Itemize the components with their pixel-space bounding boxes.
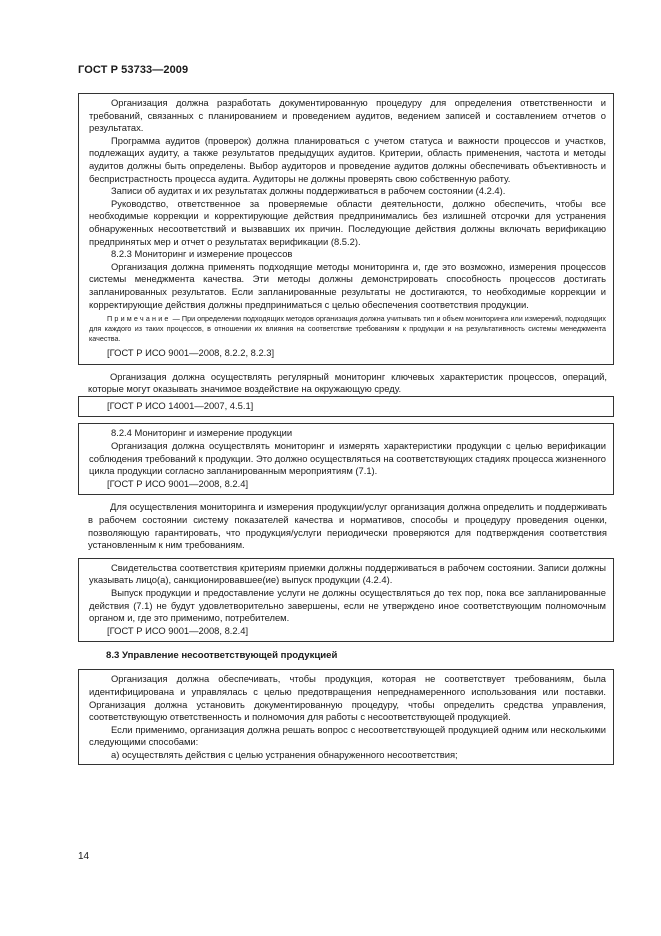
subsection-heading: 8.2.4 Мониторинг и измерение продукции xyxy=(111,427,293,439)
list-item: а) осуществлять действия с целью устранения обнаруженного несоответствия; xyxy=(111,748,458,760)
paragraph: Если применимо, организация должна решать вопрос с несоответствующей продукцией одним или несколькими следующими способами: xyxy=(89,723,606,748)
paragraph: Организация должна обеспечивать, чтобы продукция, которая не соответствует требованиям, была идентифицирована и управлялась с целью предотвращения непреднамеренного использования или поставки. Организация должна установить документированную процедуру, чтобы определить средства управления, соответствующую ответственность и полномочия для работы с несоответствующей продукцией. xyxy=(89,673,606,723)
quoted-block-acceptance xyxy=(78,558,614,643)
paragraph: Записи об аудитах и их результатах должны поддерживаться в рабочем состоянии (4.2.4). xyxy=(111,185,506,197)
paragraph: Руководство, ответственное за проверяемые области деятельности, должно обеспечить, чтобы все необходимые коррекции и корректирующие действия предпринимались без излишней отсрочки для устранения обнаруженных несоответствий и вызвавших их причин. Последующие действия должны включать верификацию предпринятых мер и отчет о результатах верификации (8.5.2). xyxy=(89,197,606,247)
note-label: Примечание xyxy=(107,314,171,324)
subsection-heading: 8.2.3 Мониторинг и измерение процессов xyxy=(111,248,293,260)
paragraph: Организация должна разработать документированную процедуру для определения ответственности и требований, связанных с планированием и проведением аудитов, ведением записей и составлением отчетов о результатах. xyxy=(89,97,606,134)
reference: [ГОСТ Р ИСО 9001—2008, 8.2.4] xyxy=(107,477,249,489)
reference: [ГОСТ Р ИСО 14001—2007, 4.5.1] xyxy=(107,399,254,411)
paragraph: Для осуществления мониторинга и измерения продукции/услуг организация должна определить и поддерживать в рабочем состоянии систему показателей качества и нормативов, способы и процедуру проведения оценки, позволяющую гарантировать, что продукция/услуги периодически проверяются для подтверждения соответствия установленным к ним требованиям. xyxy=(88,501,607,551)
quoted-block-product-monitoring xyxy=(78,396,614,418)
paragraph: Программа аудитов (проверок) должна планироваться с учетом статуса и важности процессов и участков, подлежащих аудиту, а также результатов предыдущих аудитов. Критерии, область применения, частота и методы аудитов должны быть определены. Выбор аудиторов и проведение аудитов должны обеспечивать объективность и беспристрастность процесса аудита. Аудиторы не должны проверять свою собственную работу. xyxy=(89,134,606,184)
quoted-block-nonconforming xyxy=(78,669,614,764)
section-title: 8.3 Управление несоответствующей продукцией xyxy=(106,650,338,662)
page-content xyxy=(78,93,614,765)
quoted-block-product-measure xyxy=(78,423,614,495)
reference: [ГОСТ Р ИСО 9001—2008, 8.2.4] xyxy=(107,624,249,636)
quoted-block-audit xyxy=(78,93,614,365)
paragraph: Организация должна осуществлять мониторинг и измерять характеристики продукции с целью верификации соблюдения требований к продукции. Это должно осуществляться на соответствующих стадиях процесса жизненного цикла продукции согласно запланированным мероприятиям (7.1). xyxy=(89,440,606,477)
paragraph: Свидетельства соответствия критериям приемки должны поддерживаться в рабочем состоянии. Записи должны указывать лицо(а), санкционировавшее(ие) выпуск продукции (4.2.4). xyxy=(89,561,606,586)
plain-block-indicators xyxy=(78,501,614,551)
paragraph: Организация должна осуществлять регулярный мониторинг ключевых характеристик процессов, операций, которые могут оказывать значимое воздействие на окружающую среду. xyxy=(88,370,607,395)
paragraph: Организация должна применять подходящие методы мониторинга и, где это возможно, измерения процессов системы менеджмента качества. Эти методы должны демонстрировать способность процессов достигать запланированных результатов. Если запланированные результаты не достигаются, то необходимые коррекции и корректирующие действия должны предприниматься с целью обеспечения соответствия продукции. xyxy=(89,260,606,310)
paragraph: Выпуск продукции и предоставление услуги не должны осуществляться до тех пор, пока все запланированные действия (7.1) не будут удовлетворительно завершены, если не утверждено иное соответствующим полномочным органом и, где это применимо, потребителем. xyxy=(89,587,606,624)
note xyxy=(89,314,606,344)
note-text: — При определении подходящих методов организация должна учитывать тип и объем мониторинга или измерений, подходящих для каждого из таких процессов, в отношении их влияния на соответствие требованиям к продукции и на результативность системы менеджмента качества. xyxy=(89,314,606,344)
page-number: 14 xyxy=(78,851,90,862)
plain-block-env xyxy=(78,371,614,396)
document-header: ГОСТ Р 53733—2009 xyxy=(78,64,189,76)
reference: [ГОСТ Р ИСО 9001—2008, 8.2.2, 8.2.3] xyxy=(107,347,275,359)
